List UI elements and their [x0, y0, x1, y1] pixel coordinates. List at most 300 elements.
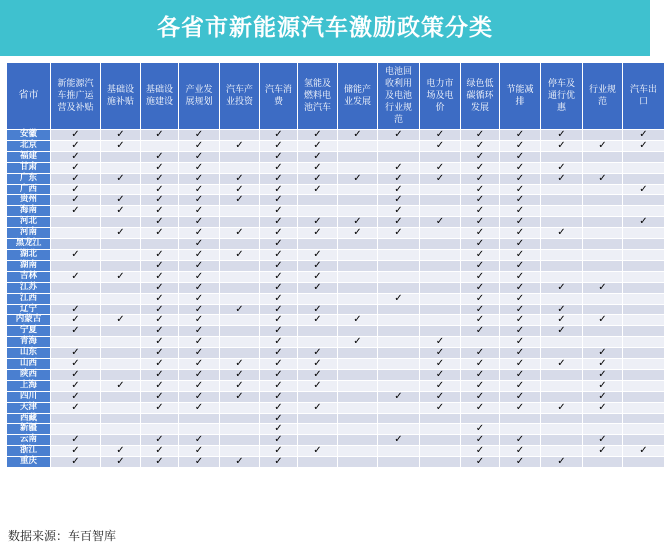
table-row: [7, 173, 665, 184]
check-mark-cell: ✓: [51, 402, 101, 413]
check-mark-cell: ✓: [500, 184, 541, 195]
empty-cell: [298, 424, 338, 435]
province-cell: 河北: [7, 217, 51, 228]
check-mark-cell: ✓: [298, 151, 338, 162]
check-mark-cell: ✓: [179, 184, 220, 195]
empty-cell: [101, 391, 141, 402]
check-mark-cell: ✓: [500, 380, 541, 391]
empty-cell: [298, 293, 338, 304]
empty-cell: [583, 457, 623, 468]
check-mark-cell: ✓: [461, 249, 500, 260]
table-row: [7, 337, 665, 348]
empty-cell: [541, 391, 583, 402]
page-title: 各省市新能源汽车激励政策分类: [157, 15, 493, 41]
check-mark-cell: ✓: [179, 217, 220, 228]
check-mark-cell: ✓: [378, 195, 420, 206]
empty-cell: [101, 326, 141, 337]
empty-cell: [378, 140, 420, 151]
empty-cell: [420, 326, 461, 337]
check-mark-cell: ✓: [583, 435, 623, 446]
empty-cell: [338, 402, 378, 413]
check-mark-cell: ✓: [51, 391, 101, 402]
column-header: [179, 63, 220, 130]
empty-cell: [51, 293, 101, 304]
table-row: [7, 217, 665, 228]
empty-cell: [420, 228, 461, 239]
column-header-line: 口: [638, 97, 648, 107]
empty-cell: [623, 282, 665, 293]
check-mark-cell: ✓: [461, 162, 500, 173]
empty-cell: [51, 413, 101, 424]
check-mark-cell: ✓: [583, 282, 623, 293]
check-mark-cell: ✓: [260, 173, 298, 184]
empty-cell: [51, 282, 101, 293]
empty-cell: [141, 239, 179, 250]
check-mark-cell: ✓: [51, 130, 101, 141]
empty-cell: [583, 304, 623, 315]
check-mark-cell: ✓: [220, 140, 260, 151]
check-mark-cell: ✓: [51, 304, 101, 315]
empty-cell: [541, 413, 583, 424]
empty-cell: [623, 359, 665, 370]
empty-cell: [51, 337, 101, 348]
check-mark-cell: ✓: [260, 217, 298, 228]
check-mark-cell: ✓: [420, 369, 461, 380]
table-row: [7, 195, 665, 206]
province-cell: 海南: [7, 206, 51, 217]
check-mark-cell: ✓: [583, 402, 623, 413]
empty-cell: [338, 282, 378, 293]
empty-cell: [583, 271, 623, 282]
column-header-line: 绿色低: [466, 79, 494, 89]
empty-cell: [338, 239, 378, 250]
empty-cell: [378, 380, 420, 391]
check-mark-cell: ✓: [141, 260, 179, 271]
check-mark-cell: ✓: [51, 315, 101, 326]
province-cell: 贵州: [7, 195, 51, 206]
check-mark-cell: ✓: [260, 446, 298, 457]
province-cell: 陕西: [7, 369, 51, 380]
check-mark-cell: ✓: [141, 151, 179, 162]
check-mark-cell: ✓: [583, 380, 623, 391]
check-mark-cell: ✓: [298, 217, 338, 228]
empty-cell: [583, 195, 623, 206]
check-mark-cell: ✓: [338, 228, 378, 239]
empty-cell: [220, 271, 260, 282]
check-mark-cell: ✓: [338, 337, 378, 348]
check-mark-cell: ✓: [101, 315, 141, 326]
empty-cell: [378, 260, 420, 271]
empty-cell: [541, 446, 583, 457]
check-mark-cell: ✓: [179, 391, 220, 402]
table-row: [7, 249, 665, 260]
empty-cell: [101, 217, 141, 228]
check-mark-cell: ✓: [220, 380, 260, 391]
empty-cell: [298, 457, 338, 468]
empty-cell: [541, 293, 583, 304]
empty-cell: [541, 337, 583, 348]
empty-cell: [378, 413, 420, 424]
check-mark-cell: ✓: [101, 140, 141, 151]
empty-cell: [338, 195, 378, 206]
check-mark-cell: ✓: [461, 293, 500, 304]
empty-cell: [583, 424, 623, 435]
check-mark-cell: ✓: [141, 369, 179, 380]
check-mark-cell: ✓: [500, 435, 541, 446]
check-mark-cell: ✓: [461, 424, 500, 435]
empty-cell: [338, 380, 378, 391]
empty-cell: [338, 424, 378, 435]
province-cell: 湖北: [7, 249, 51, 260]
check-mark-cell: ✓: [260, 239, 298, 250]
province-cell: 宁夏: [7, 326, 51, 337]
check-mark-cell: ✓: [141, 457, 179, 468]
column-header-line: 基础设: [106, 85, 134, 95]
empty-cell: [623, 391, 665, 402]
check-mark-cell: ✓: [179, 348, 220, 359]
check-mark-cell: ✓: [260, 271, 298, 282]
check-mark-cell: ✓: [541, 359, 583, 370]
empty-cell: [378, 424, 420, 435]
check-mark-cell: ✓: [51, 162, 101, 173]
check-mark-cell: ✓: [260, 184, 298, 195]
check-mark-cell: ✓: [179, 260, 220, 271]
empty-cell: [220, 446, 260, 457]
column-header-line: 汽车消: [264, 85, 292, 95]
check-mark-cell: ✓: [461, 271, 500, 282]
province-cell: 内蒙古: [7, 315, 51, 326]
check-mark-cell: ✓: [220, 173, 260, 184]
check-mark-cell: ✓: [141, 304, 179, 315]
check-mark-cell: ✓: [260, 162, 298, 173]
check-mark-cell: ✓: [141, 228, 179, 239]
empty-cell: [420, 249, 461, 260]
empty-cell: [220, 151, 260, 162]
check-mark-cell: ✓: [461, 446, 500, 457]
check-mark-cell: ✓: [500, 217, 541, 228]
check-mark-cell: ✓: [141, 446, 179, 457]
check-mark-cell: ✓: [338, 173, 378, 184]
column-header-line: 施补贴: [106, 97, 134, 107]
check-mark-cell: ✓: [461, 173, 500, 184]
empty-cell: [623, 162, 665, 173]
check-mark-cell: ✓: [420, 380, 461, 391]
check-mark-cell: ✓: [141, 293, 179, 304]
column-header-line: 汽车出: [629, 85, 657, 95]
column-header-line: 业发展: [343, 97, 371, 107]
empty-cell: [141, 413, 179, 424]
check-mark-cell: ✓: [220, 359, 260, 370]
check-mark-cell: ✓: [541, 130, 583, 141]
check-mark-cell: ✓: [101, 173, 141, 184]
empty-cell: [623, 380, 665, 391]
check-mark-cell: ✓: [420, 402, 461, 413]
table-header-row: [7, 63, 665, 130]
check-mark-cell: ✓: [220, 249, 260, 260]
empty-cell: [623, 326, 665, 337]
table-row: [7, 184, 665, 195]
empty-cell: [179, 424, 220, 435]
table-row: [7, 239, 665, 250]
check-mark-cell: ✓: [583, 369, 623, 380]
check-mark-cell: ✓: [500, 359, 541, 370]
empty-cell: [623, 151, 665, 162]
check-mark-cell: ✓: [541, 326, 583, 337]
check-mark-cell: ✓: [179, 315, 220, 326]
empty-cell: [541, 271, 583, 282]
empty-cell: [220, 130, 260, 141]
column-header-line: 通行优: [547, 91, 575, 101]
table-row: [7, 402, 665, 413]
empty-cell: [378, 326, 420, 337]
check-mark-cell: ✓: [141, 130, 179, 141]
empty-cell: [541, 217, 583, 228]
check-mark-cell: ✓: [298, 315, 338, 326]
empty-cell: [338, 413, 378, 424]
empty-cell: [378, 239, 420, 250]
column-header-line: 营及补贴: [57, 103, 94, 113]
column-header-province: 省市: [7, 63, 51, 130]
check-mark-cell: ✓: [179, 337, 220, 348]
empty-cell: [338, 446, 378, 457]
check-mark-cell: ✓: [298, 282, 338, 293]
province-cell: 浙江: [7, 446, 51, 457]
empty-cell: [220, 424, 260, 435]
empty-cell: [583, 217, 623, 228]
empty-cell: [298, 435, 338, 446]
check-mark-cell: ✓: [141, 326, 179, 337]
province-cell: 上海: [7, 380, 51, 391]
check-mark-cell: ✓: [298, 184, 338, 195]
empty-cell: [583, 228, 623, 239]
check-mark-cell: ✓: [220, 369, 260, 380]
empty-cell: [101, 348, 141, 359]
empty-cell: [338, 369, 378, 380]
empty-cell: [420, 304, 461, 315]
check-mark-cell: ✓: [461, 228, 500, 239]
table-row: [7, 446, 665, 457]
empty-cell: [623, 348, 665, 359]
check-mark-cell: ✓: [179, 239, 220, 250]
check-mark-cell: ✓: [500, 315, 541, 326]
empty-cell: [623, 424, 665, 435]
empty-cell: [338, 359, 378, 370]
check-mark-cell: ✓: [420, 348, 461, 359]
empty-cell: [623, 249, 665, 260]
check-mark-cell: ✓: [141, 184, 179, 195]
check-mark-cell: ✓: [141, 315, 179, 326]
check-mark-cell: ✓: [260, 402, 298, 413]
check-mark-cell: ✓: [461, 130, 500, 141]
empty-cell: [338, 151, 378, 162]
check-mark-cell: ✓: [500, 260, 541, 271]
policy-table-frame: [4, 60, 657, 498]
check-mark-cell: ✓: [500, 337, 541, 348]
check-mark-cell: ✓: [260, 369, 298, 380]
empty-cell: [583, 413, 623, 424]
check-mark-cell: ✓: [51, 271, 101, 282]
check-mark-cell: ✓: [298, 260, 338, 271]
check-mark-cell: ✓: [298, 228, 338, 239]
check-mark-cell: ✓: [461, 326, 500, 337]
check-mark-cell: ✓: [179, 293, 220, 304]
empty-cell: [101, 184, 141, 195]
table-row: [7, 228, 665, 239]
check-mark-cell: ✓: [420, 217, 461, 228]
column-header-line: 池汽车: [303, 103, 331, 113]
check-mark-cell: ✓: [298, 380, 338, 391]
check-mark-cell: ✓: [623, 217, 665, 228]
empty-cell: [583, 184, 623, 195]
empty-cell: [338, 304, 378, 315]
empty-cell: [623, 228, 665, 239]
check-mark-cell: ✓: [623, 184, 665, 195]
check-mark-cell: ✓: [179, 326, 220, 337]
empty-cell: [583, 293, 623, 304]
check-mark-cell: ✓: [179, 130, 220, 141]
column-header-line: 行业规: [384, 103, 412, 113]
table-row: [7, 304, 665, 315]
empty-cell: [541, 369, 583, 380]
column-header: [141, 63, 179, 130]
check-mark-cell: ✓: [260, 337, 298, 348]
empty-cell: [623, 173, 665, 184]
empty-cell: [420, 260, 461, 271]
check-mark-cell: ✓: [298, 162, 338, 173]
check-mark-cell: ✓: [141, 195, 179, 206]
empty-cell: [378, 304, 420, 315]
check-mark-cell: ✓: [298, 249, 338, 260]
check-mark-cell: ✓: [260, 195, 298, 206]
empty-cell: [500, 413, 541, 424]
empty-cell: [338, 162, 378, 173]
check-mark-cell: ✓: [179, 228, 220, 239]
check-mark-cell: ✓: [500, 173, 541, 184]
check-mark-cell: ✓: [541, 162, 583, 173]
check-mark-cell: ✓: [541, 457, 583, 468]
table-row: [7, 391, 665, 402]
province-cell: 广西: [7, 184, 51, 195]
column-header: [583, 63, 623, 130]
check-mark-cell: ✓: [260, 260, 298, 271]
empty-cell: [220, 260, 260, 271]
check-mark-cell: ✓: [461, 217, 500, 228]
check-mark-cell: ✓: [141, 359, 179, 370]
check-mark-cell: ✓: [461, 140, 500, 151]
check-mark-cell: ✓: [461, 348, 500, 359]
column-header-line: 停车及: [547, 79, 575, 89]
empty-cell: [51, 260, 101, 271]
check-mark-cell: ✓: [260, 151, 298, 162]
check-mark-cell: ✓: [220, 228, 260, 239]
check-mark-cell: ✓: [298, 130, 338, 141]
empty-cell: [179, 413, 220, 424]
check-mark-cell: ✓: [623, 446, 665, 457]
check-mark-cell: ✓: [500, 249, 541, 260]
check-mark-cell: ✓: [500, 402, 541, 413]
empty-cell: [101, 260, 141, 271]
empty-cell: [378, 402, 420, 413]
check-mark-cell: ✓: [461, 369, 500, 380]
empty-cell: [220, 162, 260, 173]
empty-cell: [338, 260, 378, 271]
check-mark-cell: ✓: [541, 304, 583, 315]
province-cell: 四川: [7, 391, 51, 402]
check-mark-cell: ✓: [461, 304, 500, 315]
empty-cell: [420, 271, 461, 282]
column-header-line: 行业规: [588, 85, 616, 95]
check-mark-cell: ✓: [260, 206, 298, 217]
check-mark-cell: ✓: [378, 435, 420, 446]
check-mark-cell: ✓: [141, 348, 179, 359]
check-mark-cell: ✓: [141, 435, 179, 446]
column-header: [420, 63, 461, 130]
province-cell: 江苏: [7, 282, 51, 293]
empty-cell: [101, 304, 141, 315]
empty-cell: [51, 228, 101, 239]
check-mark-cell: ✓: [179, 435, 220, 446]
empty-cell: [541, 380, 583, 391]
empty-cell: [623, 315, 665, 326]
empty-cell: [623, 260, 665, 271]
check-mark-cell: ✓: [420, 337, 461, 348]
check-mark-cell: ✓: [378, 173, 420, 184]
column-header-line: 价: [435, 103, 445, 113]
empty-cell: [51, 424, 101, 435]
check-mark-cell: ✓: [101, 228, 141, 239]
province-cell: 新疆: [7, 424, 51, 435]
check-mark-cell: ✓: [260, 348, 298, 359]
check-mark-cell: ✓: [298, 173, 338, 184]
check-mark-cell: ✓: [179, 282, 220, 293]
empty-cell: [541, 249, 583, 260]
empty-cell: [541, 348, 583, 359]
check-mark-cell: ✓: [141, 391, 179, 402]
check-mark-cell: ✓: [461, 457, 500, 468]
column-header: [220, 63, 260, 130]
empty-cell: [101, 282, 141, 293]
check-mark-cell: ✓: [260, 457, 298, 468]
check-mark-cell: ✓: [179, 271, 220, 282]
empty-cell: [220, 402, 260, 413]
column-header: [541, 63, 583, 130]
check-mark-cell: ✓: [51, 140, 101, 151]
check-mark-cell: ✓: [101, 130, 141, 141]
table-row: [7, 162, 665, 173]
column-header-line: 发展: [470, 103, 489, 113]
table-row: [7, 271, 665, 282]
check-mark-cell: ✓: [141, 380, 179, 391]
check-mark-cell: ✓: [298, 140, 338, 151]
check-mark-cell: ✓: [623, 140, 665, 151]
check-mark-cell: ✓: [378, 206, 420, 217]
empty-cell: [583, 249, 623, 260]
empty-cell: [541, 206, 583, 217]
empty-cell: [220, 315, 260, 326]
check-mark-cell: ✓: [51, 435, 101, 446]
check-mark-cell: ✓: [500, 282, 541, 293]
check-mark-cell: ✓: [51, 348, 101, 359]
empty-cell: [623, 239, 665, 250]
check-mark-cell: ✓: [338, 315, 378, 326]
empty-cell: [420, 435, 461, 446]
check-mark-cell: ✓: [260, 391, 298, 402]
check-mark-cell: ✓: [461, 380, 500, 391]
check-mark-cell: ✓: [260, 304, 298, 315]
check-mark-cell: ✓: [51, 326, 101, 337]
check-mark-cell: ✓: [51, 457, 101, 468]
empty-cell: [623, 402, 665, 413]
